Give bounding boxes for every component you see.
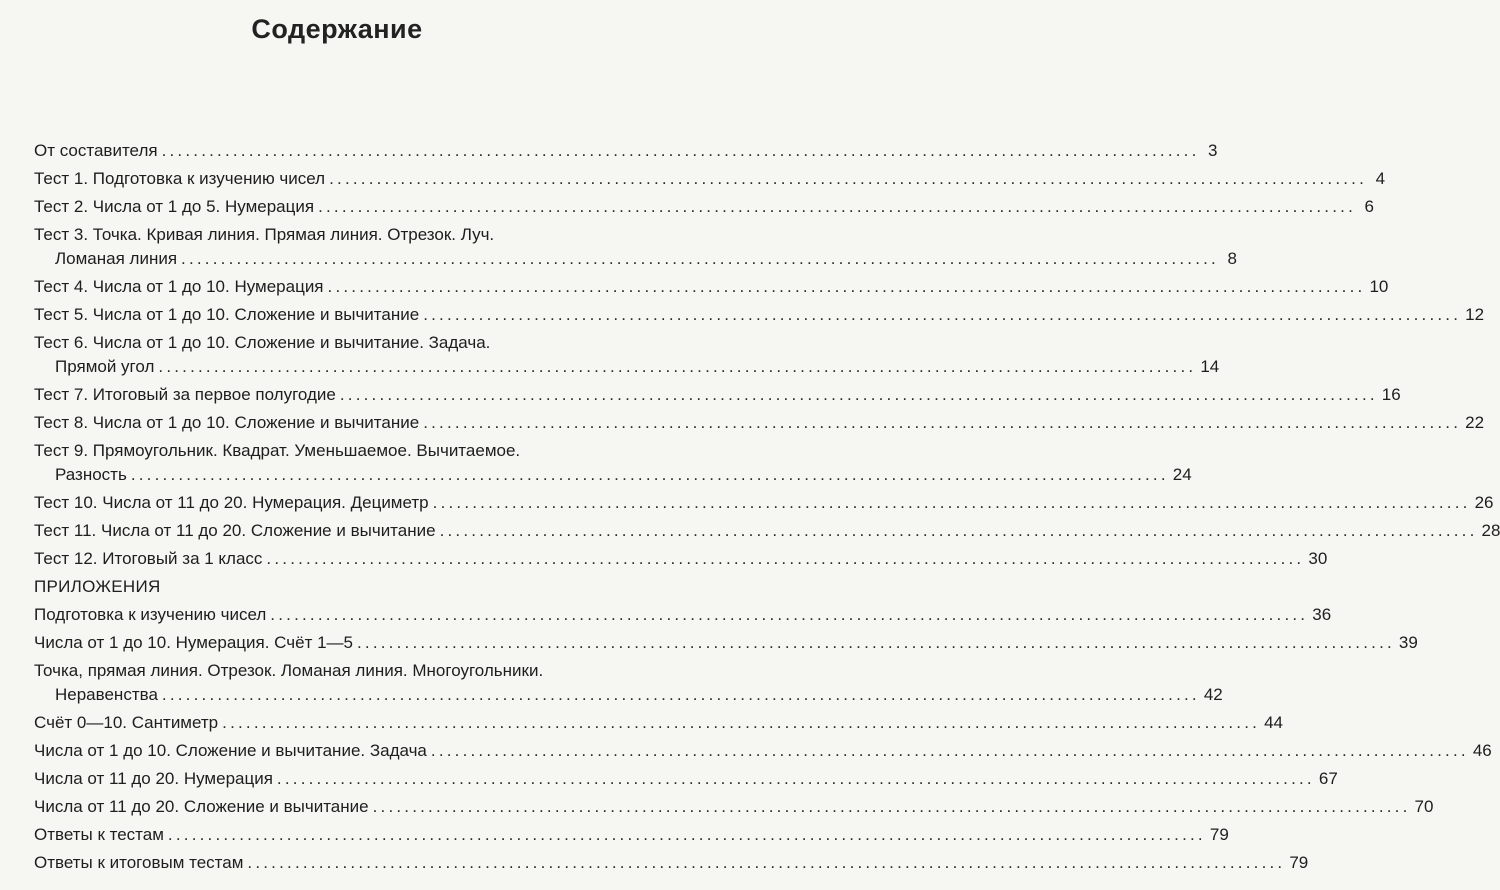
appendix-entry (34, 823, 1229, 847)
toc-entry-title: Тест 2. Числа от 1 до 5. Нумерация (34, 197, 315, 216)
toc-row (34, 795, 1434, 819)
toc-row (34, 711, 1283, 735)
toc-entry-page: 10 (1369, 277, 1389, 296)
dot-leader: ................................................................................................................................... (222, 713, 1261, 732)
toc-entry (34, 383, 1401, 407)
toc-entry (34, 411, 1485, 435)
toc-entry (34, 167, 1386, 191)
appendix-entry (34, 851, 1309, 875)
dot-leader: ................................................................................................................................... (130, 465, 1169, 484)
toc-row (34, 603, 1332, 627)
dot-leader: ................................................................................................................................... (318, 197, 1356, 216)
toc-row (34, 411, 1485, 435)
dot-leader: ................................................................................................................................... (161, 141, 1200, 160)
appendix-entry (34, 603, 1332, 627)
toc-entry (34, 303, 1485, 327)
toc-entry-title-line1: Тест 6. Числа от 1 до 10. Сложение и вычитание. Задача. (34, 333, 491, 352)
appendix-entry-title: Числа от 1 до 10. Нумерация. Счёт 1—5 (34, 633, 353, 652)
toc-entry-page: 26 (1474, 493, 1494, 512)
table-of-contents (34, 139, 1500, 879)
appendix-entry (34, 739, 1492, 763)
dot-leader: ................................................................................................................................... (276, 769, 1315, 788)
appendix-entry-title: Ответы к тестам (34, 825, 164, 844)
toc-entry-page: 14 (1200, 357, 1220, 376)
toc-entry-page: 4 (1375, 169, 1386, 188)
dot-leader: ................................................................................................................................... (439, 521, 1478, 540)
toc-row (34, 303, 1485, 327)
toc-entry-page: 6 (1364, 197, 1374, 216)
appendix-entry-title: Неравенства (55, 685, 158, 704)
dot-leader: ................................................................................................................................... (423, 413, 1462, 432)
toc-entry-page: 12 (1465, 305, 1485, 324)
dot-leader: ................................................................................................................................... (161, 685, 1200, 704)
toc-row (34, 167, 1386, 191)
toc-entry-page: 16 (1381, 385, 1401, 404)
dot-leader: ................................................................................................................................... (167, 825, 1206, 844)
toc-row (34, 275, 1389, 299)
dot-leader: ................................................................................................................................... (432, 493, 1471, 512)
toc-entry (34, 491, 1494, 515)
toc-entry-title: Прямой угол (55, 357, 155, 376)
toc-row (34, 683, 1223, 707)
toc-entry-title: Тест 8. Числа от 1 до 10. Сложение и вычитание (34, 413, 420, 432)
dot-leader: ................................................................................................................................... (266, 549, 1305, 568)
dot-leader: ................................................................................................................................... (247, 853, 1286, 872)
appendix-heading: ПРИЛОЖЕНИЯ (34, 577, 161, 596)
toc-row (34, 139, 1218, 163)
toc-entry (34, 275, 1389, 299)
toc-row (34, 491, 1494, 515)
toc-row (34, 463, 1192, 487)
toc-entry-page: 8 (1227, 249, 1237, 268)
appendix-entry-title: Счёт 0—10. Сантиметр (34, 713, 219, 732)
appendix-entry-page: 79 (1289, 853, 1309, 872)
toc-entry (34, 439, 1192, 487)
toc-entry-title-line1: Тест 3. Точка. Кривая линия. Прямая линия. Отрезок. Луч. (34, 225, 495, 244)
toc-entry (34, 195, 1374, 219)
toc-row (34, 247, 1237, 271)
appendix-entry (34, 659, 1223, 707)
dot-leader: ................................................................................................................................... (327, 277, 1366, 296)
toc-row (34, 383, 1401, 407)
dot-leader: ................................................................................................................................... (356, 633, 1395, 652)
toc-entry-title: Разность (55, 465, 127, 484)
appendix-entry-page: 44 (1264, 713, 1283, 732)
page-title: Содержание (251, 14, 423, 44)
toc-row (34, 519, 1500, 543)
toc-entry-title: Тест 7. Итоговый за первое полугодие (34, 385, 336, 404)
dot-leader: ................................................................................................................................... (423, 305, 1462, 324)
appendix-entry (34, 767, 1338, 791)
toc-entry (34, 139, 1218, 163)
toc-entry-page: 28 (1481, 521, 1500, 540)
appendix-entry-page: 67 (1318, 769, 1338, 788)
appendix-entry-page: 46 (1472, 741, 1492, 760)
toc-row (34, 823, 1229, 847)
toc-entry-title-line1: Тест 9. Прямоугольник. Квадрат. Уменьшаемое. Вычитаемое. (34, 441, 521, 460)
appendix-entry-title: Подготовка к изучению чисел (34, 605, 267, 624)
appendix-entry (34, 711, 1283, 735)
toc-entry-title: Тест 10. Числа от 11 до 20. Нумерация. Дециметр (34, 493, 429, 512)
dot-leader: ................................................................................................................................... (329, 169, 1368, 188)
appendix-entry-title: Ответы к итоговым тестам (34, 853, 244, 872)
appendix-entry-page: 70 (1414, 797, 1434, 816)
toc-entry (34, 547, 1328, 571)
toc-entry (34, 223, 1237, 271)
toc-entry-page: 22 (1465, 413, 1485, 432)
dot-leader: ................................................................................................................................... (430, 741, 1469, 760)
toc-entry-title: Тест 1. Подготовка к изучению чисел (34, 169, 326, 188)
appendix-entry-page: 36 (1312, 605, 1332, 624)
dot-leader: ................................................................................................................................... (270, 605, 1309, 624)
appendix-entry-page: 79 (1209, 825, 1229, 844)
appendix-entry (34, 631, 1418, 655)
dot-leader: ................................................................................................................................... (181, 249, 1219, 268)
dot-leader: ................................................................................................................................... (372, 797, 1411, 816)
toc-entry-title: Тест 5. Числа от 1 до 10. Сложение и вычитание (34, 305, 420, 324)
toc-row (34, 195, 1374, 219)
appendix-entry-title: Числа от 1 до 10. Сложение и вычитание. Задача (34, 741, 427, 760)
dot-leader: ................................................................................................................................... (339, 385, 1378, 404)
appendix-entry-title-line1: Точка, прямая линия. Отрезок. Ломаная линия. Многоугольники. (34, 661, 544, 680)
appendix-entry-page: 39 (1398, 633, 1418, 652)
toc-entry-title: От составителя (34, 141, 158, 160)
toc-row (34, 355, 1220, 379)
appendix-entry (34, 795, 1434, 819)
toc-entry-page: 30 (1308, 549, 1328, 568)
toc-entry-title: Ломаная линия (55, 249, 178, 268)
toc-row (34, 767, 1338, 791)
appendix-entry-page: 42 (1203, 685, 1223, 704)
toc-entry-title: Тест 4. Числа от 1 до 10. Нумерация (34, 277, 324, 296)
toc-entry (34, 519, 1500, 543)
toc-entry (34, 331, 1220, 379)
toc-row (34, 851, 1309, 875)
toc-row (34, 547, 1328, 571)
toc-entry-page: 24 (1172, 465, 1192, 484)
toc-row (34, 739, 1492, 763)
dot-leader: ................................................................................................................................... (158, 357, 1197, 376)
toc-row (34, 631, 1418, 655)
toc-entry-page: 3 (1208, 141, 1218, 160)
appendix-entry-title: Числа от 11 до 20. Сложение и вычитание (34, 797, 369, 816)
appendix-entry-title: Числа от 11 до 20. Нумерация (34, 769, 273, 788)
toc-entry-title: Тест 11. Числа от 11 до 20. Сложение и вычитание (34, 521, 436, 540)
toc-entry-title: Тест 12. Итоговый за 1 класс (34, 549, 263, 568)
